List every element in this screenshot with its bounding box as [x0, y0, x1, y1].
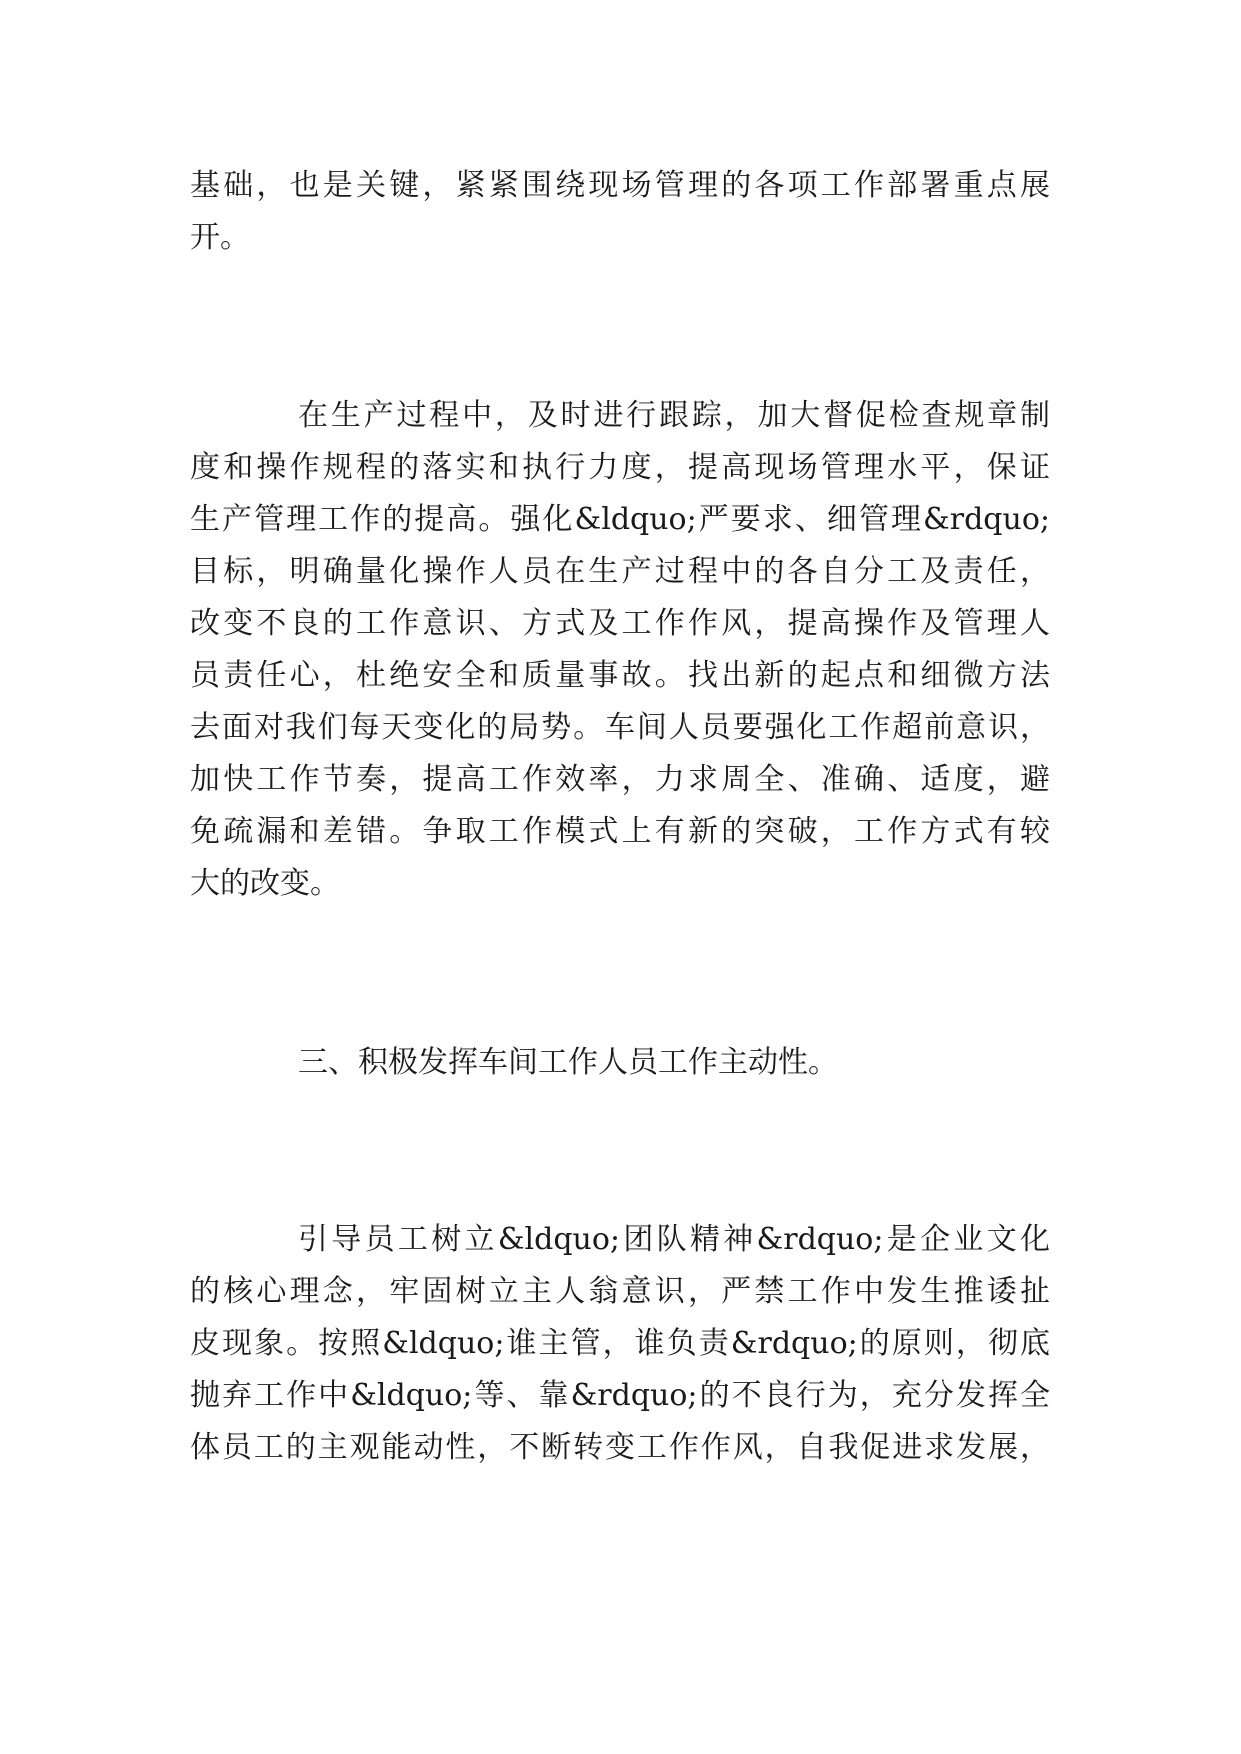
paragraph-2-line-6: 员责任心，杜绝安全和质量事故。找出新的起点和细微方法 — [190, 658, 1050, 693]
paragraph-2-line-1: 在生产过程中，及时进行跟踪，加大督促检查规章制 — [298, 398, 1050, 433]
paragraph-2-line-9: 免疏漏和差错。争取工作模式上有新的突破，工作方式有较 — [190, 814, 1050, 849]
paragraph-2-line-2: 度和操作规程的落实和执行力度，提高现场管理水平，保证 — [190, 450, 1050, 485]
paragraph-2-line-3: 生产管理工作的提高。强化&ldquo;严要求、细管理&rdquo; — [190, 502, 1050, 537]
paragraph-1-line-1: 基础，也是关键，紧紧围绕现场管理的各项工作部署重点展 — [190, 168, 1050, 203]
paragraph-2-line-7: 去面对我们每天变化的局势。车间人员要强化工作超前意识， — [190, 710, 1050, 745]
paragraph-4-line-4: 抛弃工作中&ldquo;等、靠&rdquo;的不良行为，充分发挥全 — [190, 1378, 1050, 1413]
paragraph-2-line-5: 改变不良的工作意识、方式及工作作风，提高操作及管理人 — [190, 606, 1050, 641]
paragraph-1-line-2: 开。 — [190, 220, 250, 255]
paragraph-2-line-4: 目标，明确量化操作人员在生产过程中的各自分工及责任， — [190, 554, 1050, 589]
paragraph-4-line-3: 皮现象。按照&ldquo;谁主管，谁负责&rdquo;的原则，彻底 — [190, 1326, 1050, 1361]
paragraph-2-line-10: 大的改变。 — [190, 866, 340, 901]
paragraph-4-line-5: 体员工的主观能动性，不断转变工作作风，自我促进求发展， — [190, 1430, 1050, 1465]
paragraph-4-line-2: 的核心理念，牢固树立主人翁意识，严禁工作中发生推诿扯 — [190, 1274, 1050, 1309]
paragraph-4-line-1: 引导员工树立&ldquo;团队精神&rdquo;是企业文化 — [298, 1222, 1050, 1257]
section-heading-3: 三、积极发挥车间工作人员工作主动性。 — [298, 1045, 838, 1080]
paragraph-2-line-8: 加快工作节奏，提高工作效率，力求周全、准确、适度，避 — [190, 762, 1050, 797]
